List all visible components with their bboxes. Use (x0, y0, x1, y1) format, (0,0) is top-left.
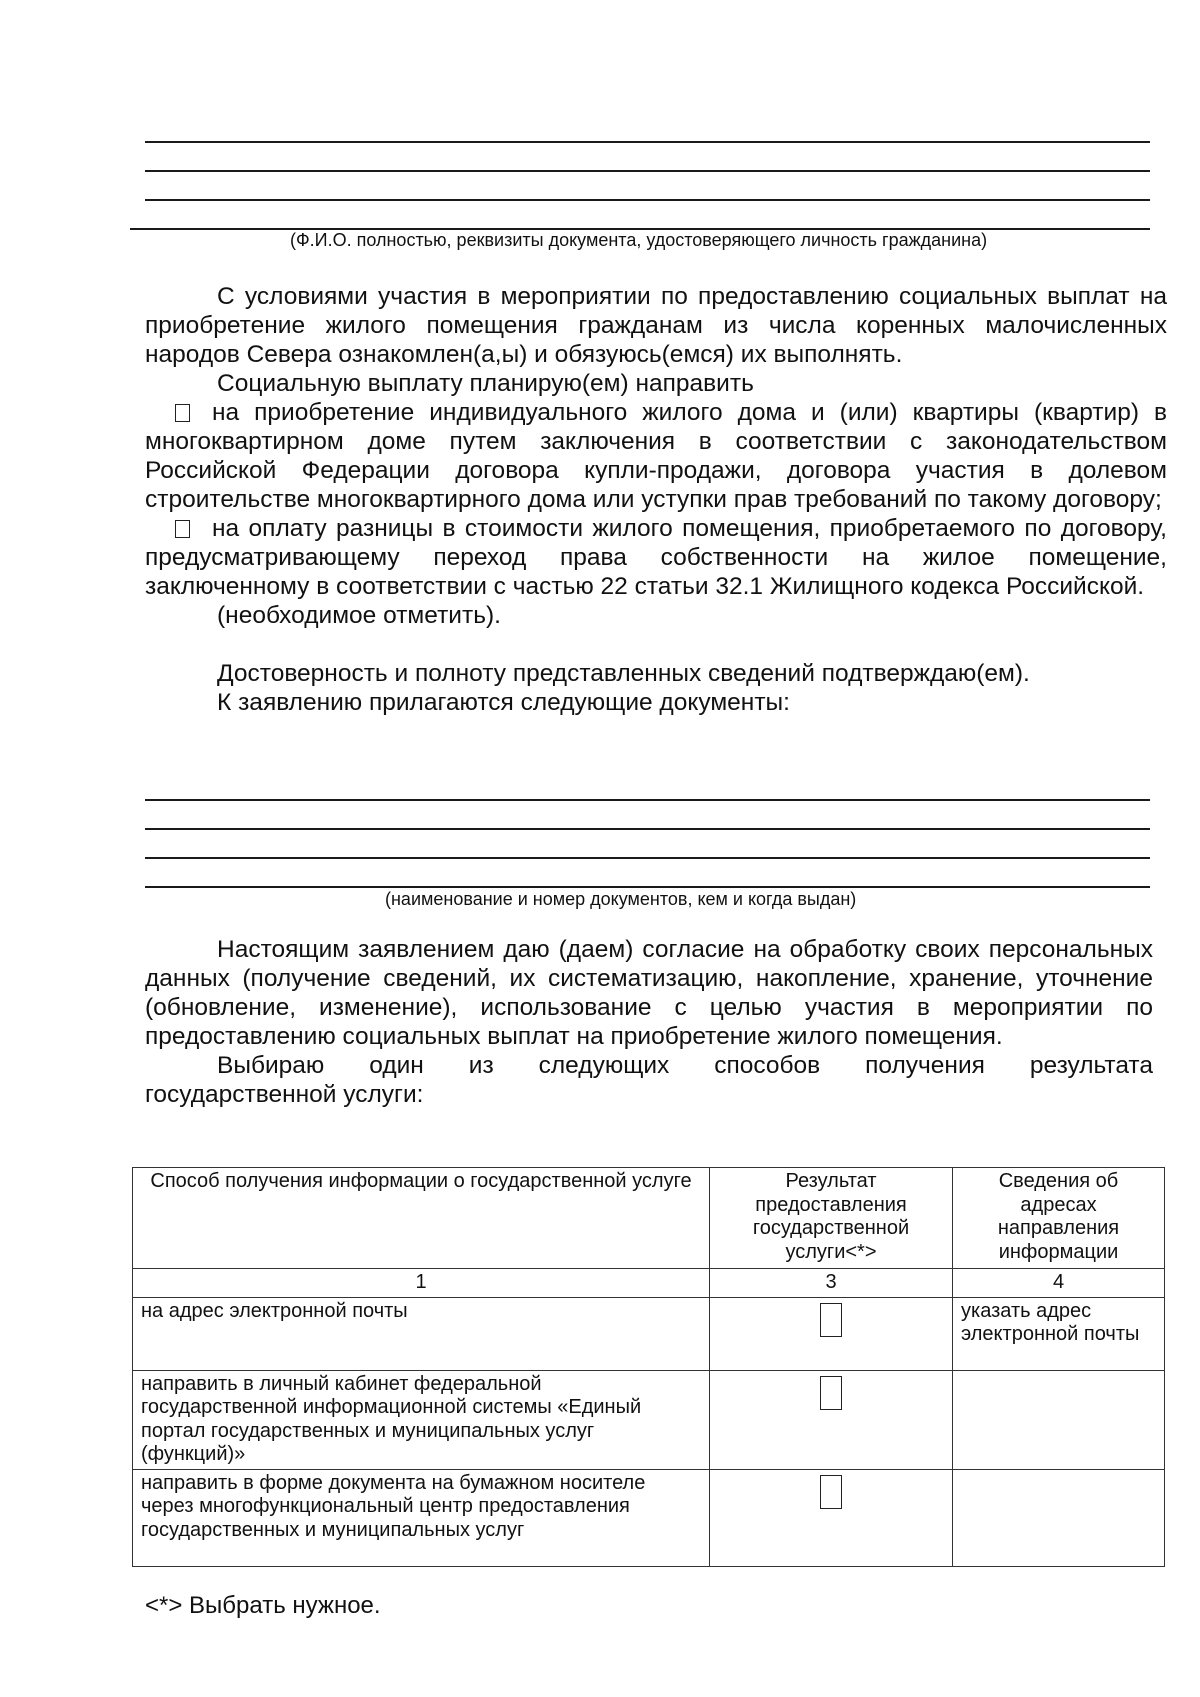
header-method: Способ получения информации о государственной услуге (133, 1168, 710, 1269)
result-cell-paper (710, 1469, 953, 1566)
portal-checkbox[interactable] (820, 1376, 842, 1410)
documents-line-1 (145, 799, 1150, 801)
table-number-row (133, 1269, 1165, 1298)
delivery-method-table (132, 1167, 1165, 1567)
option-2-checkbox[interactable] (175, 520, 190, 538)
result-cell-email (710, 1297, 953, 1370)
documents-line-2 (145, 828, 1150, 830)
applicant-line-1 (145, 141, 1150, 143)
email-checkbox[interactable] (820, 1303, 842, 1337)
paper-checkbox[interactable] (820, 1475, 842, 1509)
address-portal (953, 1370, 1165, 1469)
choice-intro: Выбираю один из следующих способов получения результата (217, 1052, 1153, 1079)
table-row (133, 1370, 1165, 1469)
result-cell-portal (710, 1370, 953, 1469)
method-paper: направить в форме документа на бумажном носителе через многофункциональный центр предоставления государственных и муниципальных услуг (133, 1469, 710, 1566)
option-2-paragraph (145, 514, 1167, 601)
column-number-3: 3 (710, 1269, 953, 1298)
documents-line-3 (145, 857, 1150, 859)
applicant-line-2 (145, 170, 1150, 172)
consent-block (145, 935, 1153, 1109)
documents-line-4 (145, 886, 1150, 888)
payout-intro: Социальную выплату планирую(ем) направить (217, 370, 754, 397)
footnote: <*> Выбрать нужное. (145, 1592, 381, 1619)
option-1-paragraph (145, 398, 1167, 514)
table-row (133, 1297, 1165, 1370)
consent-paragraph: Настоящим заявлением даю (даем) согласие на обработку своих персональных данных (получение сведений, их систематизацию, накопление, хранение, уточнение (обновление, изменение), использование с целью участия в мероприятии по предоставлению социальных выплат на приобретение жилого помещения. (145, 936, 1153, 1050)
column-number-4: 4 (953, 1269, 1165, 1298)
method-email: на адрес электронной почты (133, 1297, 710, 1370)
accuracy-statement: Достоверность и полноту представленных сведений подтверждаю(ем). (217, 660, 1030, 687)
option-2-text: на оплату разницы в стоимости жилого помещения, приобретаемого по договору, предусматривающему переход права собственности на жилое помещение, заключенному в соответствии с частью 22 статьи 32.1 Жилищного кодекса Российской. (145, 515, 1167, 600)
table-row (133, 1469, 1165, 1566)
choice-intro-2: государственной услуги: (145, 1081, 424, 1108)
option-1-text: на приобретение индивидуального жилого дома и (или) квартиры (квартир) в многоквартирном доме путем заключения в соответствии с законодательством Российской Федерации договора купли-продажи, договора участия в долевом строительстве многоквартирного дома или уступки прав требований по такому договору; (145, 399, 1167, 513)
attachments-intro: К заявлению прилагаются следующие документы: (217, 689, 790, 716)
method-portal: направить в личный кабинет федеральной государственной информационной системы «Единый портал государственных и муниципальных услуг (функций)» (133, 1370, 710, 1469)
table-header-row (133, 1168, 1165, 1269)
header-result: Результат предоставления государственной услуги<*> (710, 1168, 953, 1269)
statement-block (145, 282, 1167, 717)
conditions-paragraph: С условиями участия в мероприятии по предоставлению социальных выплат на приобретение жилого помещения гражданам из числа коренных малочисленных народов Севера ознакомлен(а,ы) и обязуюсь(емся) их выполнять. (145, 283, 1167, 368)
address-email: указать адрес электронной почты (953, 1297, 1165, 1370)
mark-note: (необходимое отметить). (217, 602, 501, 629)
applicant-line-3 (145, 199, 1150, 201)
applicant-caption: (Ф.И.О. полностью, реквизиты документа, удостоверяющего личность гражданина) (290, 230, 988, 250)
option-1-checkbox[interactable] (175, 404, 190, 422)
address-paper (953, 1469, 1165, 1566)
header-address: Сведения об адресах направления информации (953, 1168, 1165, 1269)
column-number-1: 1 (133, 1269, 710, 1298)
documents-caption: (наименование и номер документов, кем и когда выдан) (385, 889, 857, 909)
